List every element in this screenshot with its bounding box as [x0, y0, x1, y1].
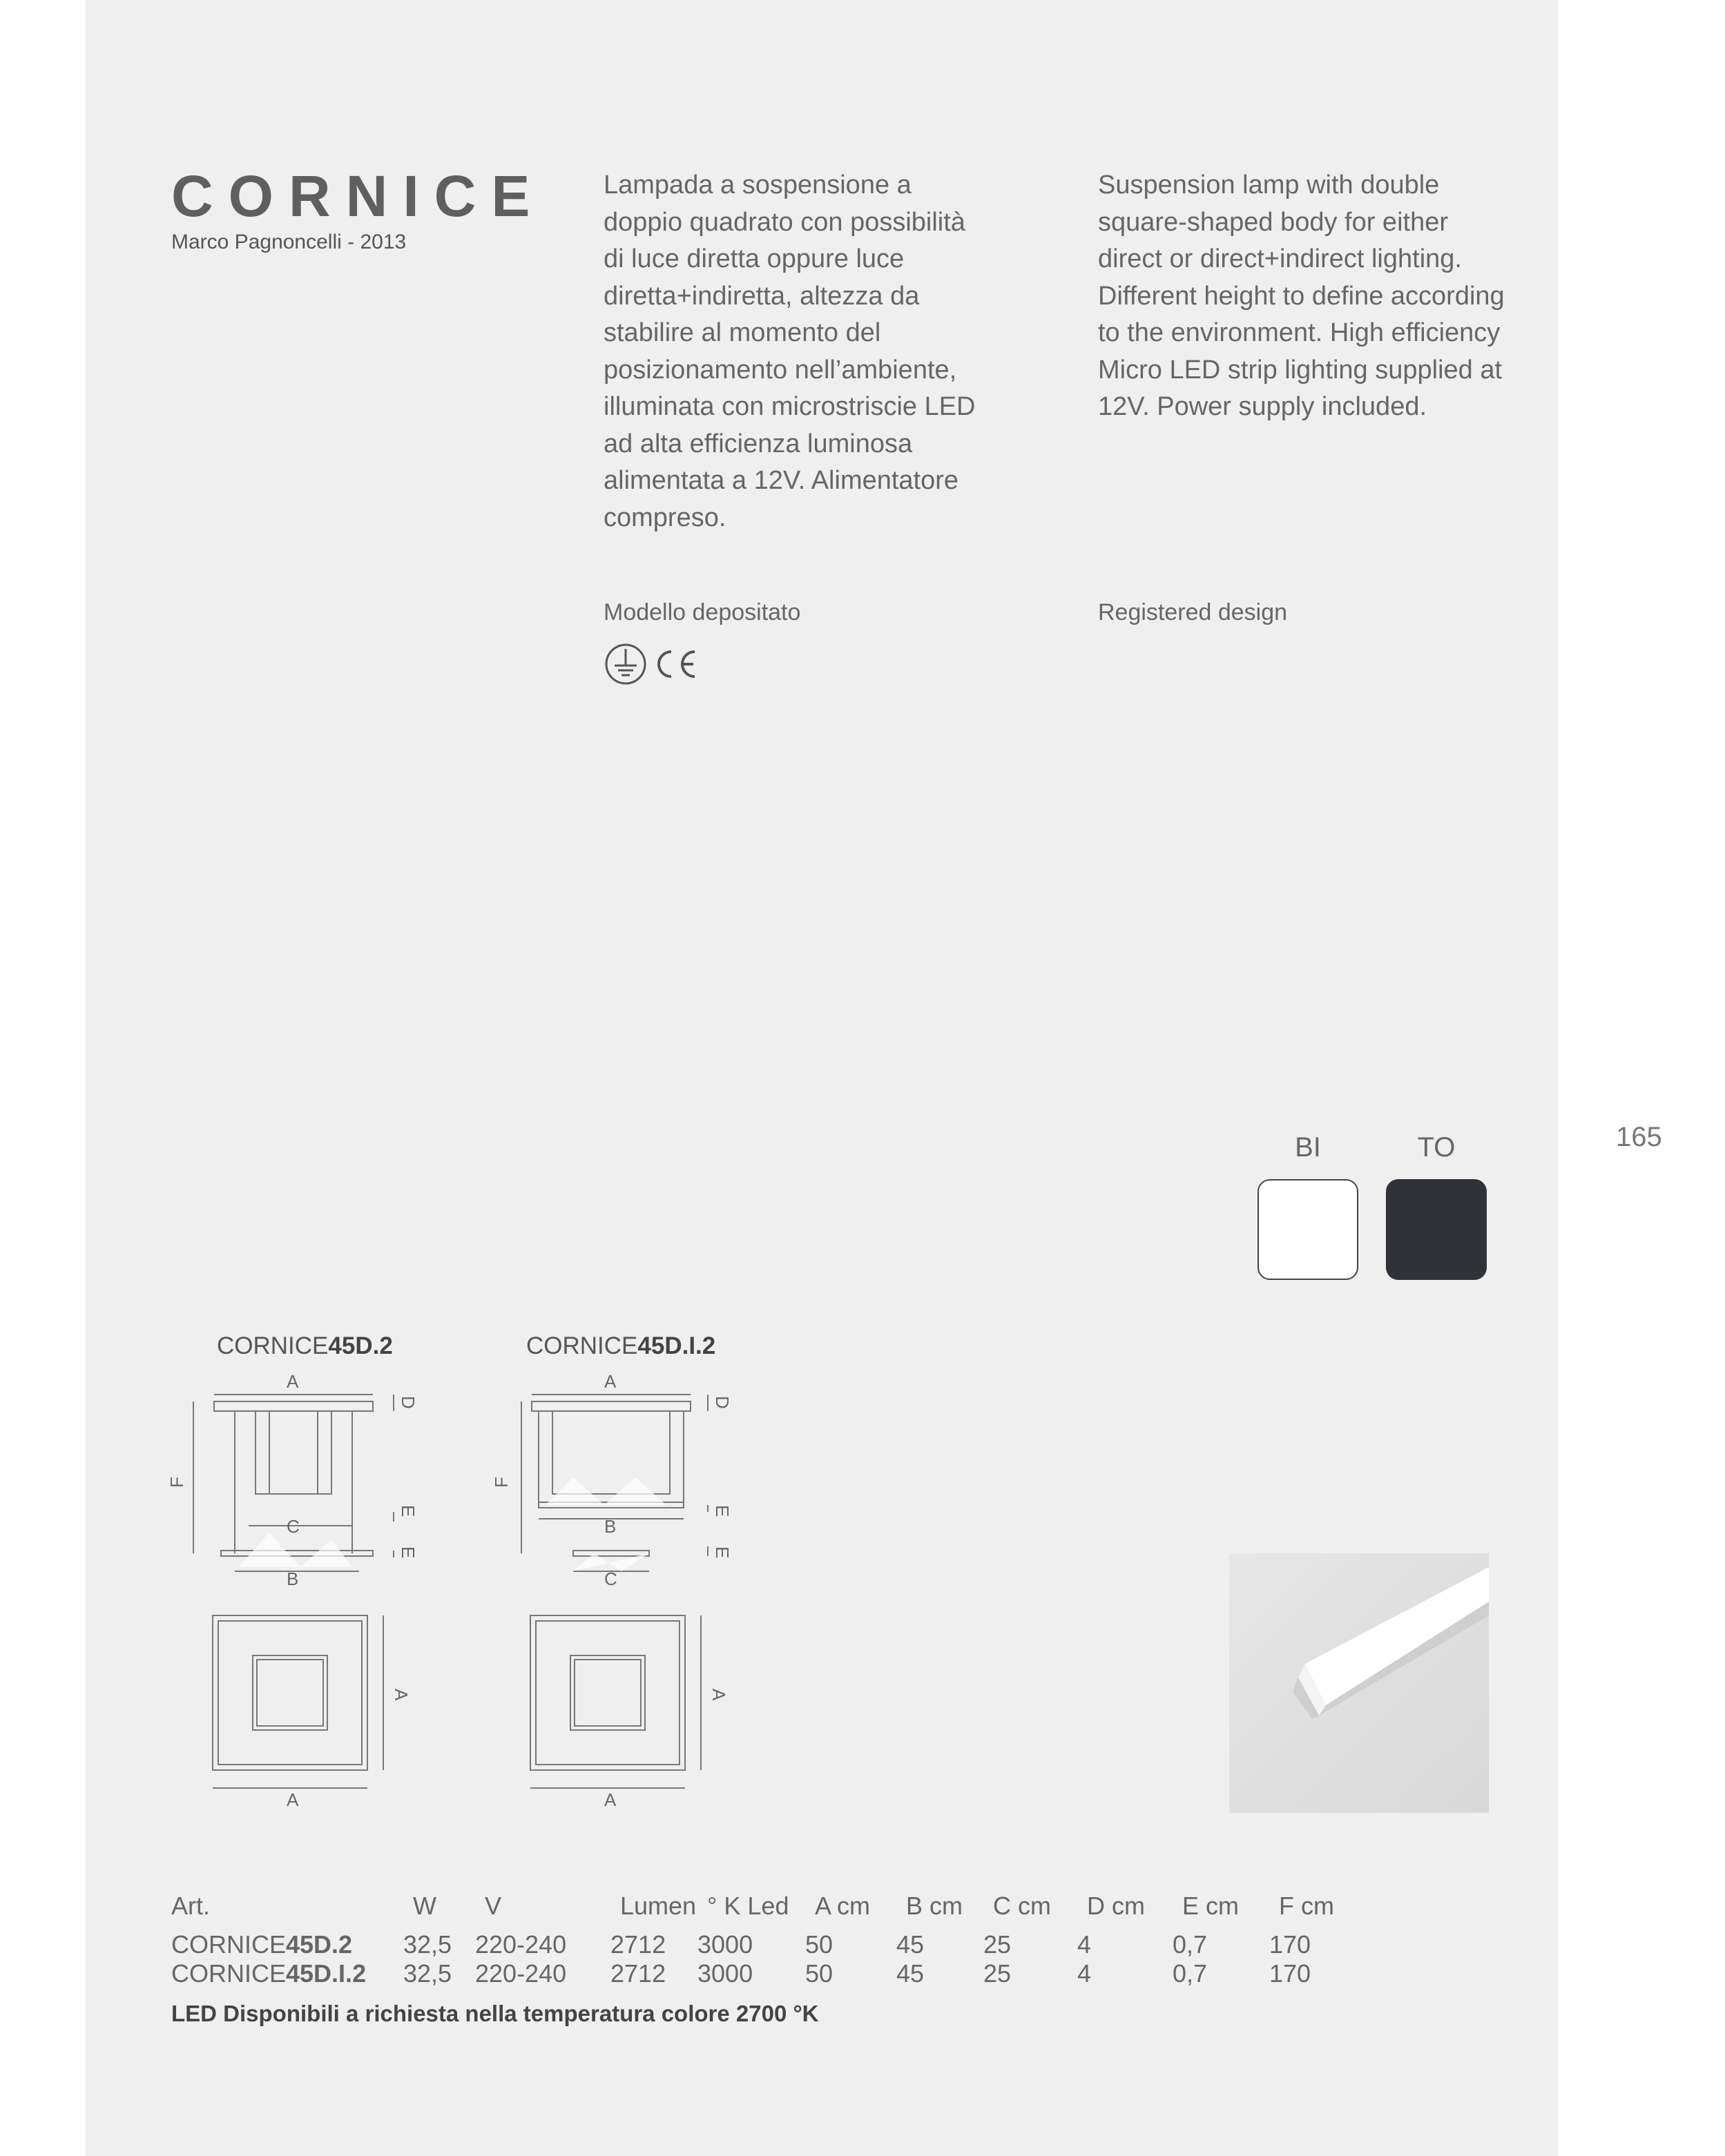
- model-title-direct: CORNICE45D.2: [217, 1332, 393, 1359]
- article-code: 45D.I.2: [286, 1959, 367, 1988]
- table-row-article: [171, 1930, 352, 1959]
- table-cell: 220-240: [475, 1959, 567, 1988]
- table-header-cell: Art.: [171, 1892, 211, 1920]
- description-english: Suspension lamp with double square-shaped body for either direct or direct+indirect lighting. Different height to define according to the environment. High efficiency Micro LED strip lighting supplied at 12V. Power supply included.: [1098, 171, 1505, 421]
- page-number: 165: [1616, 1122, 1662, 1152]
- led-strip-photo: [1229, 1553, 1489, 1813]
- dim-label-e1: E: [398, 1505, 418, 1517]
- article-prefix: CORNICE: [171, 1930, 287, 1959]
- table-cell: 25: [983, 1930, 1012, 1959]
- table-cell: 25: [983, 1959, 1012, 1988]
- article-prefix: CORNICE: [171, 1959, 287, 1988]
- designer-credit: Marco Pagnoncelli - 2013: [171, 231, 407, 253]
- page-title: CORNICE: [171, 164, 546, 229]
- ground-symbol-icon: [606, 645, 645, 683]
- table-cell: 45: [896, 1959, 925, 1988]
- swatch-label-black: TO: [1417, 1132, 1456, 1163]
- table-cell: 2712: [610, 1959, 666, 1988]
- table-header-cell: D cm: [1087, 1892, 1145, 1920]
- table-cell: 32,5: [403, 1930, 452, 1959]
- table-cell: 4: [1077, 1959, 1092, 1988]
- table-cell: 220-240: [475, 1930, 567, 1959]
- dim-label-d: D: [398, 1396, 418, 1409]
- model-title-indirect: CORNICE45D.I.2: [526, 1332, 716, 1359]
- dim-label-c: C: [287, 1516, 300, 1537]
- table-header-cell: ° K Led: [707, 1892, 789, 1920]
- dim-label-e2: E: [712, 1546, 733, 1559]
- table-cell: 0,7: [1173, 1930, 1208, 1959]
- dim-label-a-side: A: [391, 1689, 412, 1701]
- swatch-label-white: BI: [1295, 1132, 1321, 1163]
- table-header-cell: W: [413, 1892, 436, 1920]
- dim-label-a-top: A: [287, 1371, 299, 1392]
- table-header-cell: V: [485, 1892, 502, 1920]
- table-cell: 3000: [697, 1930, 753, 1959]
- dim-label-b: B: [287, 1569, 299, 1589]
- dim-label-a-bottom: A: [604, 1789, 617, 1810]
- table-cell: 3000: [697, 1959, 753, 1988]
- dim-label-f: F: [491, 1477, 512, 1488]
- ce-mark-icon: [659, 652, 695, 677]
- registered-design-en: Registered design: [1098, 599, 1288, 625]
- technical-drawing-indirect: [483, 1367, 746, 1823]
- table-cell: 2712: [610, 1930, 666, 1959]
- table-cell: 4: [1077, 1930, 1092, 1959]
- availability-note: LED Disponibili a richiesta nella temperatura colore 2700 °K: [171, 2001, 819, 2026]
- finish-swatch-black[interactable]: [1386, 1179, 1487, 1280]
- certification-icons: [604, 642, 700, 686]
- dim-label-c: C: [604, 1569, 617, 1589]
- table-row-article: [171, 1959, 366, 1988]
- table-header-cell: F cm: [1279, 1892, 1334, 1920]
- dim-label-e1: E: [712, 1505, 733, 1517]
- table-header-cell: C cm: [993, 1892, 1051, 1920]
- table-cell: 32,5: [403, 1959, 452, 1988]
- dim-label-f: F: [166, 1477, 187, 1488]
- table-cell: 0,7: [1173, 1959, 1208, 1988]
- registered-design-it: Modello depositato: [604, 599, 801, 625]
- dim-label-b: B: [604, 1516, 617, 1537]
- dim-label-d: D: [712, 1396, 733, 1409]
- dim-label-a-top: A: [604, 1371, 617, 1392]
- table-cell: 170: [1269, 1959, 1311, 1988]
- finish-swatch-white[interactable]: [1257, 1179, 1358, 1280]
- table-cell: 45: [896, 1930, 925, 1959]
- technical-drawing-direct: [166, 1367, 428, 1823]
- article-code: 45D.2: [286, 1930, 353, 1959]
- dim-label-a-bottom: A: [287, 1789, 299, 1810]
- table-header-cell: E cm: [1182, 1892, 1240, 1920]
- table-cell: 50: [805, 1930, 833, 1959]
- table-header-cell: B cm: [906, 1892, 963, 1920]
- dim-label-e2: E: [398, 1546, 418, 1559]
- table-cell: 50: [805, 1959, 833, 1988]
- table-header-cell: Lumen: [620, 1892, 697, 1920]
- dim-label-a-side: A: [709, 1689, 729, 1701]
- table-cell: 170: [1269, 1930, 1311, 1959]
- table-header-cell: A cm: [815, 1892, 871, 1920]
- description-italian: Lampada a sospensione a doppio quadrato con possibilità di luce diretta oppure luce diretta+indiretta, altezza da stabilire al momento del posizionamento nell’ambiente, illuminata con microstriscie LED ad alta efficienza luminosa alimentata a 12V. Alimentatore compreso.: [604, 171, 976, 532]
